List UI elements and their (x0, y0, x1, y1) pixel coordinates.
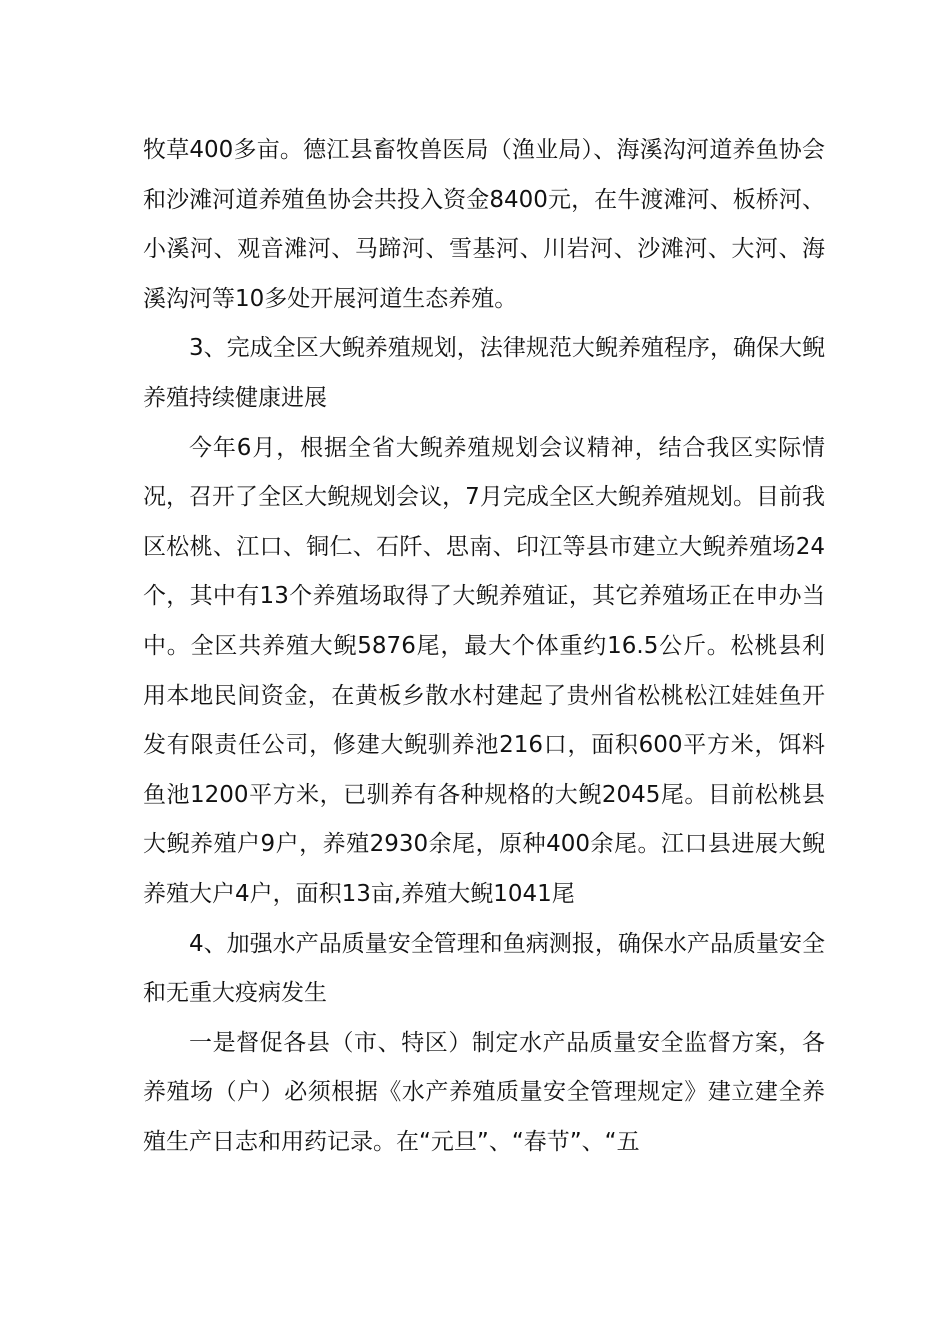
heading-product-quality-safety: 4、加强水产品质量安全管理和鱼病测报，确保水产品质量安全和无重大疫病发生 (143, 930, 825, 1007)
paragraph-river-aquaculture: 牧草400多亩。德江县畜牧兽医局（渔业局）、海溪沟河道养鱼协会和沙滩河道养殖鱼协会共投入资金8400元，在牛渡滩河、板桥河、小溪河、观音滩河、马蹄河、雪基河、川岩河、沙滩河、大河、海溪沟河等10多处开展河道生态养殖。 (143, 137, 825, 312)
document-body (143, 126, 825, 1167)
heading-giant-salamander-planning: 3、完成全区大鲵养殖规划，法律规范大鲵养殖程序，确保大鲵养殖持续健康进展 (143, 335, 825, 411)
paragraph-giant-salamander-details: 今年6月，根据全省大鲵养殖规划会议精神，结合我区实际情况，召开了全区大鲵规划会议，7月完成全区大鲵养殖规划。目前我区松桃、江口、铜仁、石阡、思南、印江等县市建立大鲵养殖场24个，其中有13个养殖场取得了大鲵养殖证，其它养殖场正在申办当中。全区共养殖大鲵5876尾，最大个体重约16.5公斤。松桃县利用本地民间资金，在黄板乡散水村建起了贵州省松桃松江娃娃鱼开发有限责任公司，修建大鲵驯养池216口，面积600平方米，饵料鱼池1200平方米，已驯养有各种规格的大鲵2045尾。目前松桃县大鲵养殖户9户，养殖2930余尾，原种400余尾。江口县进展大鲵养殖大户4户，面积13亩,养殖大鲵1041尾 (143, 434, 825, 907)
paragraph-quality-supervision: 一是督促各县（市、特区）制定水产品质量安全监督方案，各养殖场（户）必须根据《水产养殖质量安全管理规定》建立建全养殖生产日志和用药记录。在“元旦”、“春节”、“五 (143, 1029, 825, 1155)
